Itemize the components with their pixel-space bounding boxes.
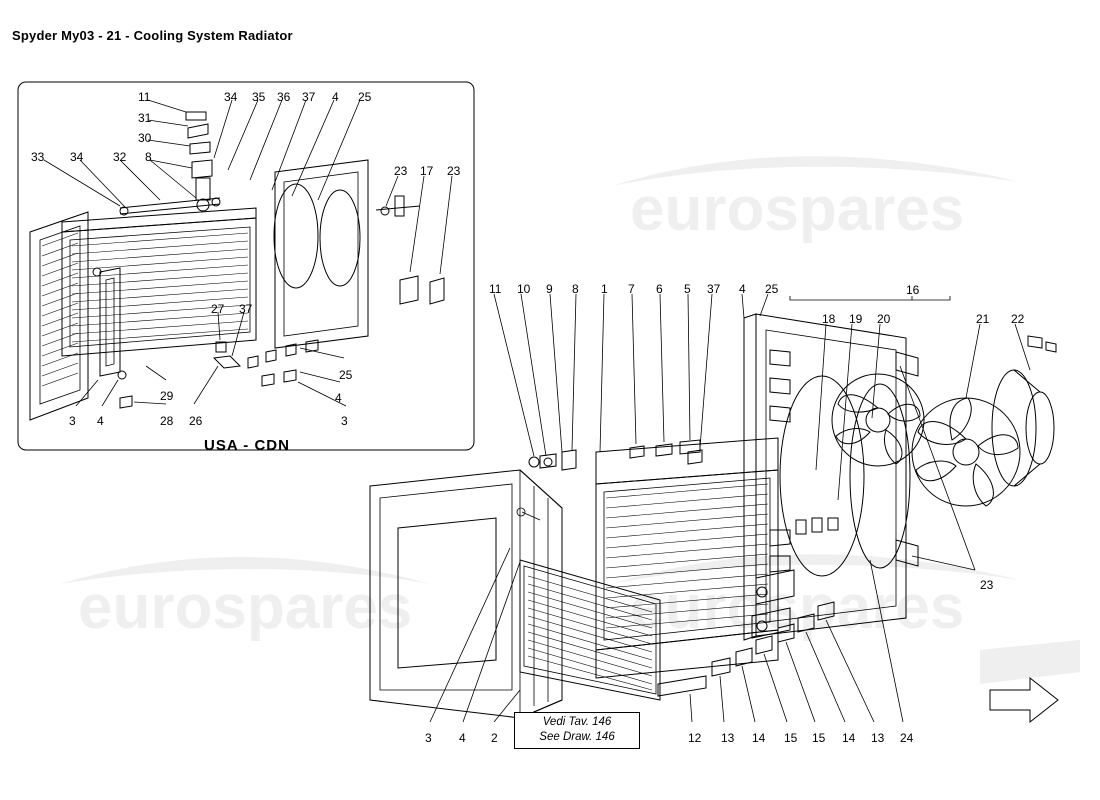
page-title: Spyder My03 - 21 - Cooling System Radiator <box>12 28 293 43</box>
callout-number: 37 <box>302 90 316 104</box>
callout-number: 23 <box>447 164 461 178</box>
callout-number: 30 <box>138 131 152 145</box>
callout-number: 8 <box>145 150 152 164</box>
callout-number: 4 <box>97 414 104 428</box>
callout-number: 27 <box>211 302 225 316</box>
callout-number: 34 <box>224 90 238 104</box>
callout-number: 37 <box>707 282 721 296</box>
callout-number: 20 <box>877 312 891 326</box>
callout-number: 35 <box>252 90 266 104</box>
callout-number: 4 <box>459 731 466 745</box>
callout-number: 14 <box>752 731 766 745</box>
callout-number: 23 <box>980 578 994 592</box>
callout-number: 7 <box>628 282 635 296</box>
callout-number: 32 <box>113 150 127 164</box>
callout-number: 29 <box>160 389 174 403</box>
callout-number: 9 <box>546 282 553 296</box>
callout-number: 31 <box>138 111 152 125</box>
callout-number: 4 <box>335 391 342 405</box>
callout-number: 36 <box>277 90 291 104</box>
callout-number: 4 <box>739 282 746 296</box>
callout-number: 22 <box>1011 312 1025 326</box>
callout-number: 37 <box>239 302 253 316</box>
callout-number: 26 <box>189 414 203 428</box>
callout-number: 3 <box>69 414 76 428</box>
callout-number: 6 <box>656 282 663 296</box>
callout-number: 10 <box>517 282 531 296</box>
callout-number: 13 <box>721 731 735 745</box>
callout-number: 5 <box>684 282 691 296</box>
svg-text:eurospares: eurospares <box>630 573 965 642</box>
callout-number: 12 <box>688 731 702 745</box>
callout-number: 8 <box>572 282 579 296</box>
callout-number: 25 <box>339 368 353 382</box>
callout-number: 34 <box>70 150 84 164</box>
callout-number: 11 <box>489 282 502 296</box>
see-drawing-note <box>514 712 640 749</box>
callout-number: 28 <box>160 414 174 428</box>
svg-text:eurospares: eurospares <box>630 175 965 244</box>
callout-number: 18 <box>822 312 836 326</box>
callout-number: 21 <box>976 312 990 326</box>
callout-number: 25 <box>765 282 779 296</box>
callout-number: 23 <box>394 164 408 178</box>
callout-number: 14 <box>842 731 856 745</box>
callout-number: 15 <box>812 731 826 745</box>
callout-number: 11 <box>138 90 151 104</box>
callout-number: 2 <box>491 731 498 745</box>
callout-number: 33 <box>31 150 45 164</box>
callout-number: 25 <box>358 90 372 104</box>
callout-number: 3 <box>341 414 348 428</box>
inset-label-usa-cdn: USA - CDN <box>204 437 290 454</box>
callout-number: 16 <box>906 283 920 297</box>
callout-number: 13 <box>871 731 885 745</box>
callout-number: 15 <box>784 731 798 745</box>
note-line-italian: Vedi Tav. 146 <box>542 716 612 728</box>
callout-number: 17 <box>420 164 434 178</box>
note-line-english: See Draw. 146 <box>539 731 615 743</box>
callout-number: 4 <box>332 90 339 104</box>
callout-number: 19 <box>849 312 863 326</box>
svg-text:eurospares: eurospares <box>78 573 413 642</box>
callout-number: 1 <box>601 282 608 296</box>
callout-number: 24 <box>900 731 914 745</box>
callout-number: 3 <box>425 731 432 745</box>
